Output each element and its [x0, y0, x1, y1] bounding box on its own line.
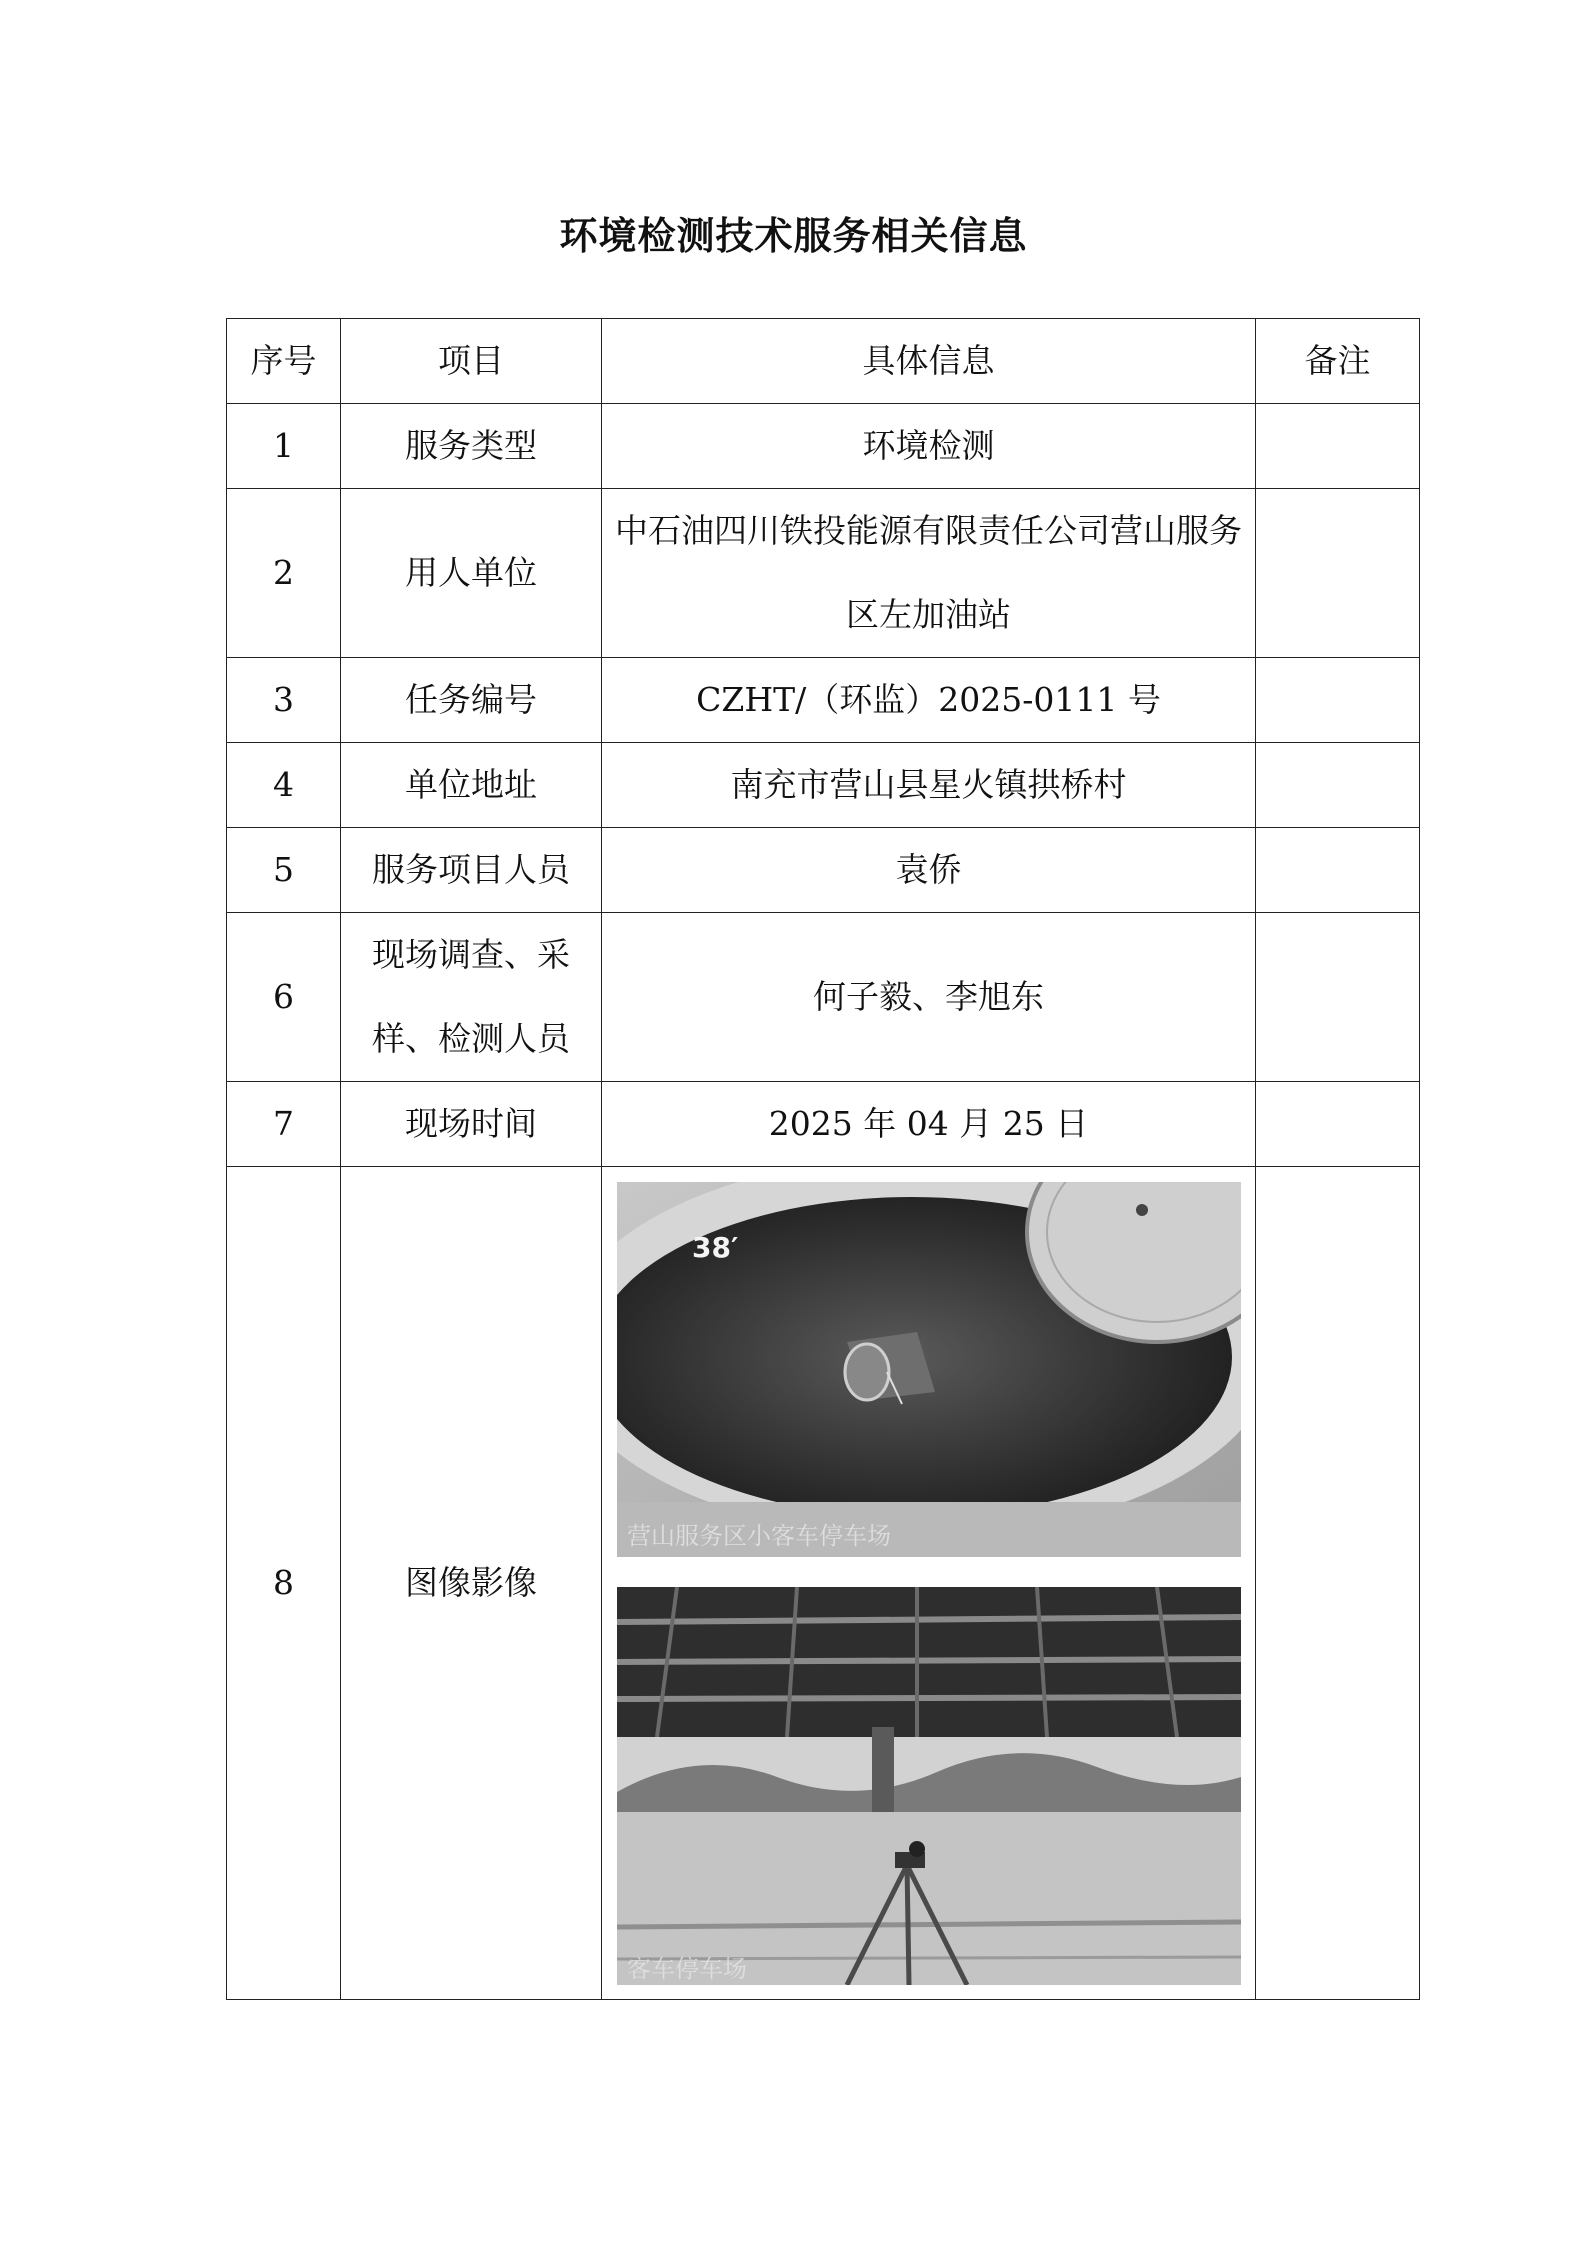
row-item: 服务项目人员 — [341, 828, 602, 913]
table-row — [227, 658, 1420, 743]
page-title: 环境检测技术服务相关信息 — [559, 213, 1028, 258]
row-remark — [1256, 1082, 1420, 1167]
header-no: 序号 — [227, 319, 341, 404]
table-row — [227, 828, 1420, 913]
info-table — [226, 318, 1420, 2000]
photo-cell — [602, 1167, 1256, 2000]
row-info: 何子毅、李旭东 — [602, 913, 1256, 1082]
row-remark — [1256, 1167, 1420, 2000]
row-item: 现场时间 — [341, 1082, 602, 1167]
row-no: 7 — [227, 1082, 341, 1167]
header-item: 项目 — [341, 319, 602, 404]
row-info: 中石油四川铁投能源有限责任公司营山服务区左加油站 — [602, 489, 1256, 658]
row-item: 图像影像 — [341, 1167, 602, 2000]
header-remark: 备注 — [1256, 319, 1420, 404]
row-no: 8 — [227, 1167, 341, 2000]
row-no: 3 — [227, 658, 341, 743]
table-row — [227, 1167, 1420, 2000]
photo-caption: 客车停车场 — [626, 1954, 747, 1983]
table-row — [227, 913, 1420, 1082]
row-info: CZHT/（环监）2025-0111 号 — [602, 658, 1256, 743]
sampling-well-photo — [617, 1182, 1241, 1557]
header-info: 具体信息 — [602, 319, 1256, 404]
row-info: 南充市营山县星火镇拱桥村 — [602, 743, 1256, 828]
row-no: 5 — [227, 828, 341, 913]
table-row — [227, 1082, 1420, 1167]
row-no: 2 — [227, 489, 341, 658]
row-no: 1 — [227, 404, 341, 489]
noise-monitor-photo — [617, 1587, 1241, 1985]
row-item: 用人单位 — [341, 489, 602, 658]
table-row — [227, 489, 1420, 658]
table-header-row — [227, 319, 1420, 404]
row-remark — [1256, 404, 1420, 489]
row-item: 现场调查、采样、检测人员 — [341, 913, 602, 1082]
table-row — [227, 743, 1420, 828]
row-info: 2025 年 04 月 25 日 — [602, 1082, 1256, 1167]
row-info: 袁侨 — [602, 828, 1256, 913]
table-row — [227, 404, 1420, 489]
photo-overlay-text: 38′ — [691, 1230, 738, 1264]
row-remark — [1256, 913, 1420, 1082]
row-no: 6 — [227, 913, 341, 1082]
row-item: 任务编号 — [341, 658, 602, 743]
row-info: 环境检测 — [602, 404, 1256, 489]
row-item: 服务类型 — [341, 404, 602, 489]
row-remark — [1256, 489, 1420, 658]
photo-caption: 营山服务区小客车停车场 — [626, 1521, 891, 1550]
row-no: 4 — [227, 743, 341, 828]
row-remark — [1256, 743, 1420, 828]
row-remark — [1256, 658, 1420, 743]
row-item: 单位地址 — [341, 743, 602, 828]
row-remark — [1256, 828, 1420, 913]
